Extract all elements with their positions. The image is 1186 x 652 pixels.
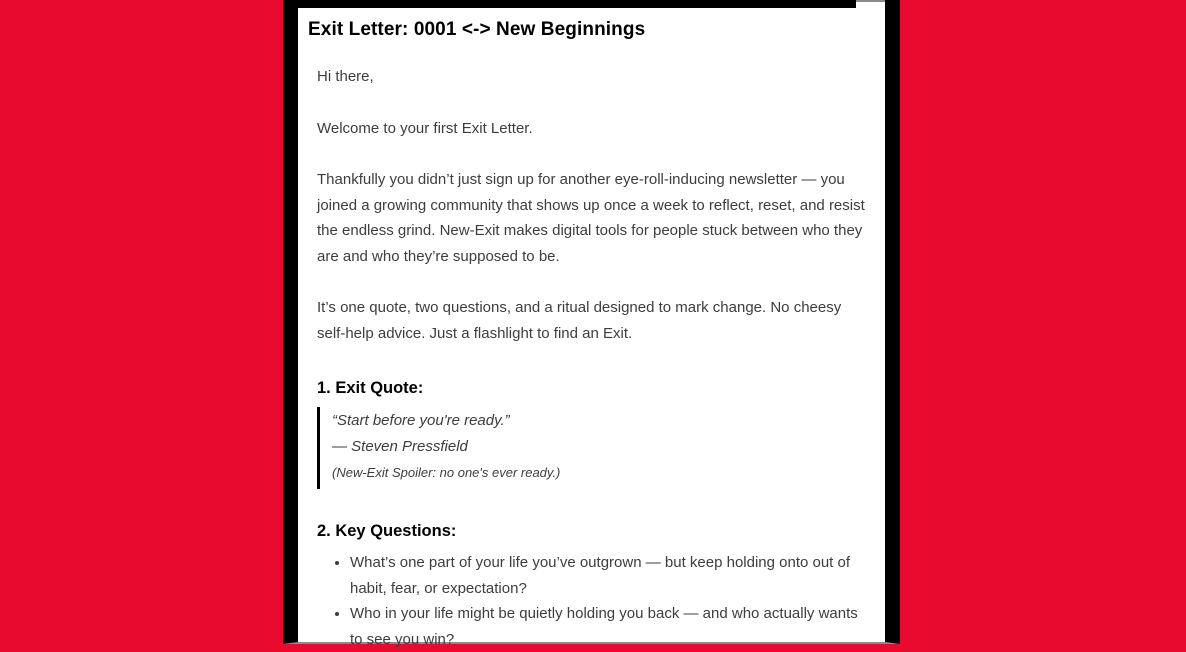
quote-text: “Start before you're ready.”	[332, 412, 510, 429]
greeting-paragraph: Hi there,	[317, 68, 374, 85]
format-paragraph: It’s one quote, two questions, and a ritual designed to mark change. No cheesy self-help advice. Just a flashlight to find an Exit.	[317, 299, 842, 342]
scrollbar-gutter	[856, 0, 885, 8]
exit-quote-heading: 1. Exit Quote:	[317, 379, 424, 397]
key-questions-list	[317, 550, 865, 652]
letter-content	[298, 18, 885, 652]
question-item: • What’s one part of your life you’ve outgrown — but keep holding onto out of habit, fear, or expectation?	[350, 550, 865, 601]
question-item: • Who in your life might be quietly holding you back — and who actually wants to see you win?	[350, 601, 865, 652]
welcome-paragraph: Welcome to your first Exit Letter.	[317, 119, 533, 137]
letter-paper	[283, 0, 900, 648]
intro-paragraph: Thankfully you didn’t just sign up for another eye-roll-inducing newsletter — you joined a growing community that shows up once a week to reflect, reset, and resist the endless grind. New-Exit makes digital tools for people stuck between who they are and who they’re supposed to be.	[317, 171, 865, 265]
key-questions-heading: 2. Key Questions:	[317, 522, 457, 540]
quote-attribution: — Steven Pressfield	[332, 438, 468, 455]
quote-spoiler: (New-Exit Spoiler: no one's ever ready.)	[332, 465, 561, 480]
exit-quote-block	[317, 407, 865, 489]
letter-title: Exit Letter: 0001 <-> New Beginnings	[308, 19, 646, 40]
